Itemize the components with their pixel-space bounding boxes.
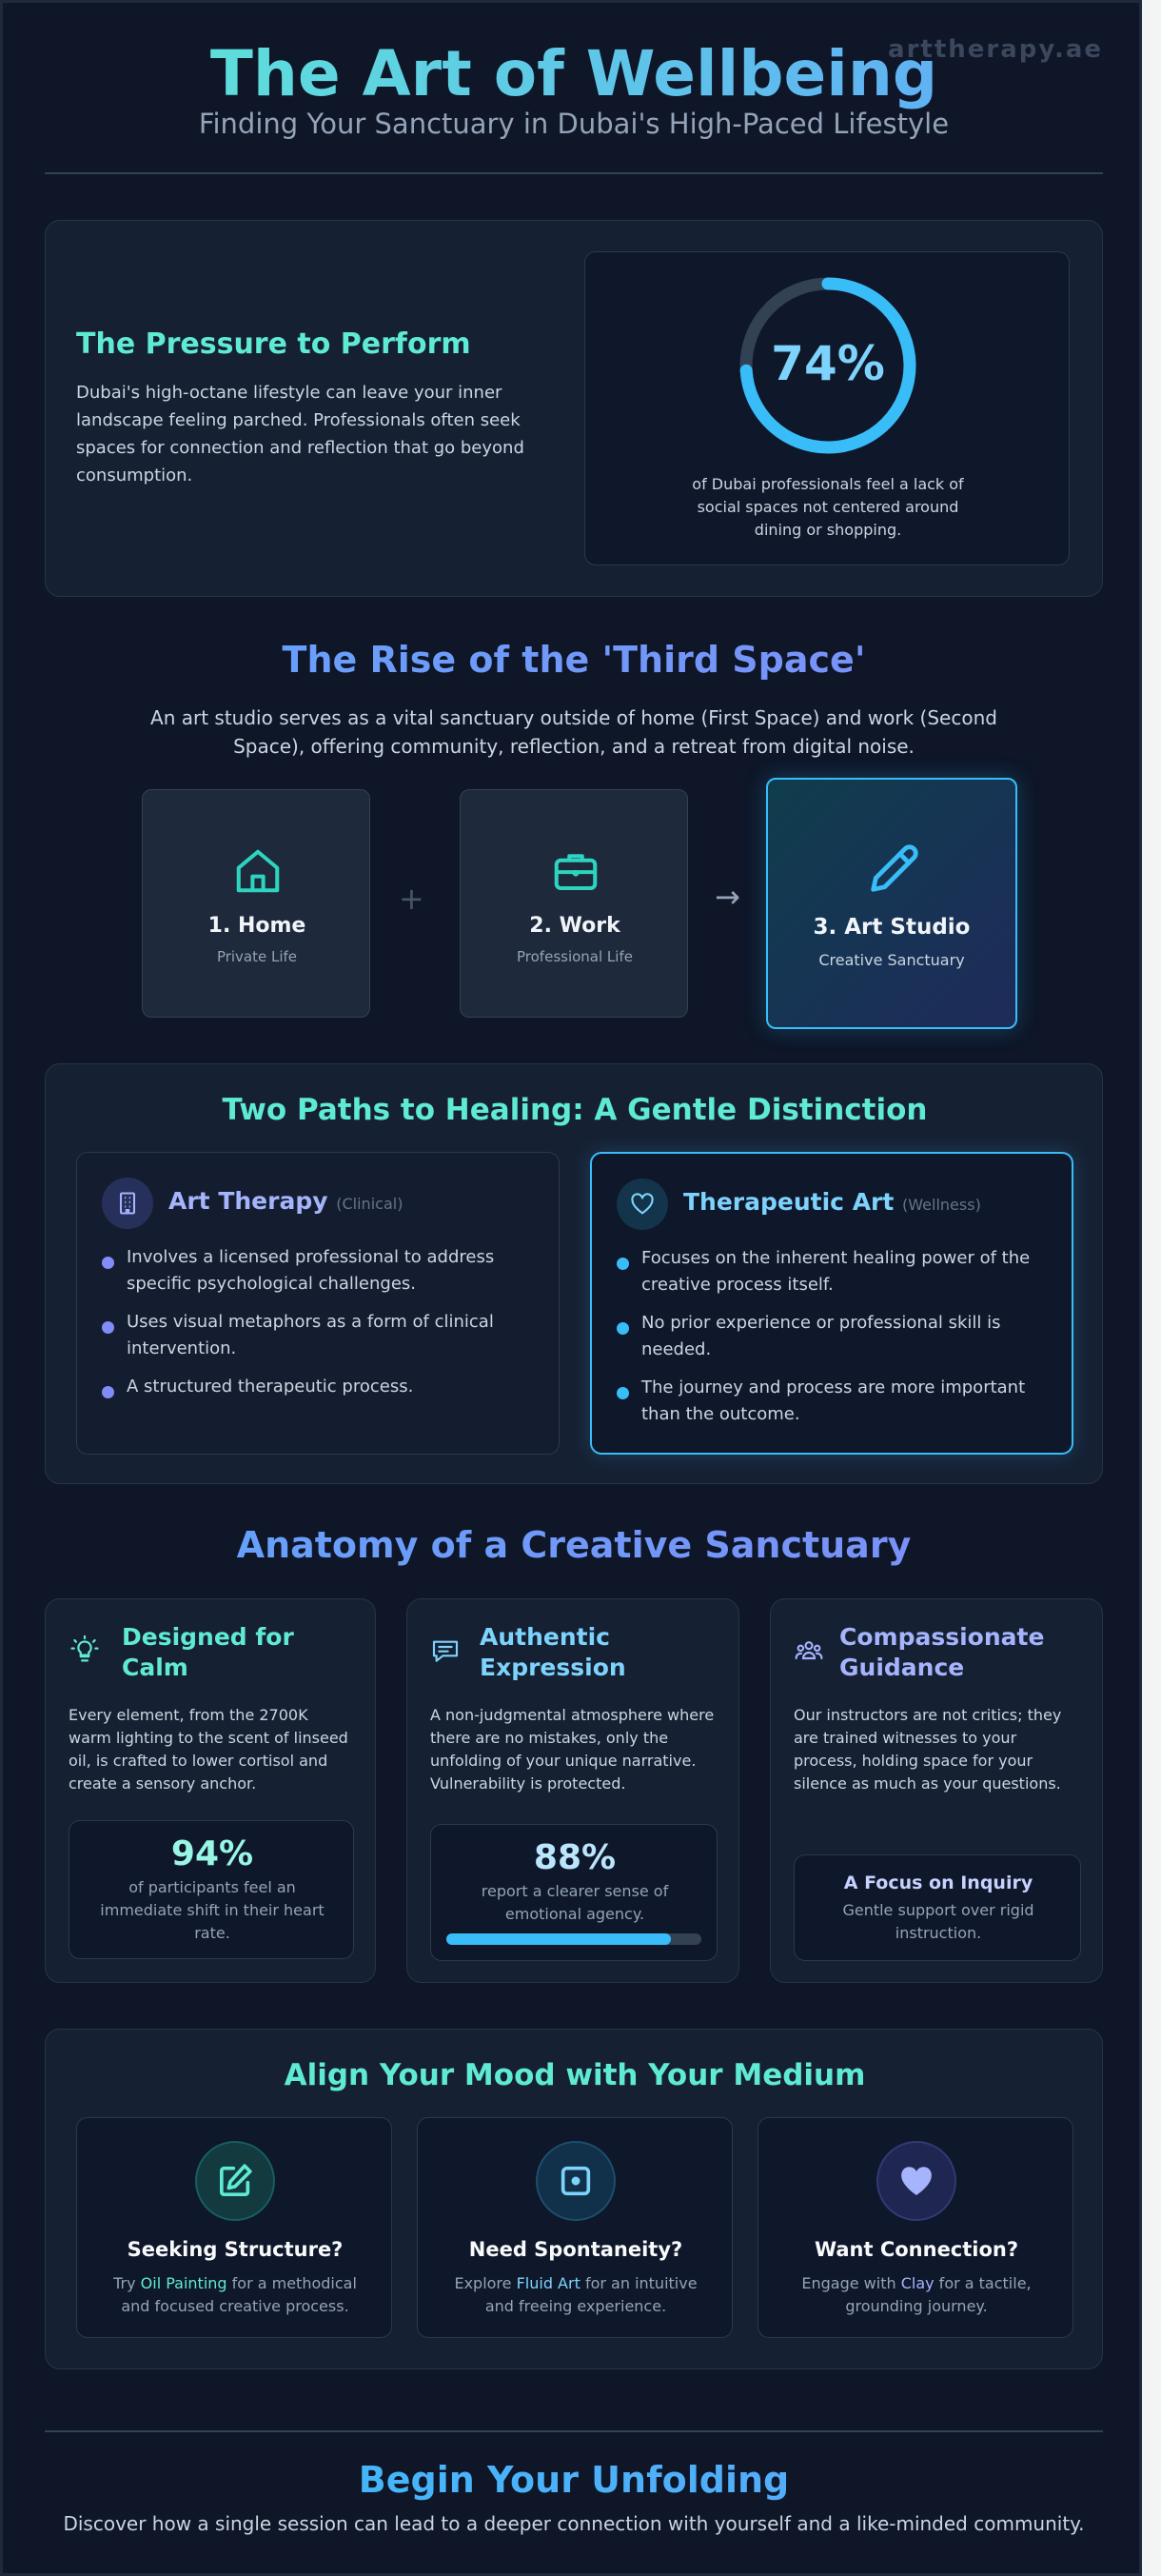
page-title: The Art of Wellbeing	[3, 37, 1142, 110]
stat-box	[430, 1824, 718, 1961]
third-space-body: An art studio serves as a vital sanctuary outside of home (First Space) and work (Second Space), offering community, reflection, and a retreat from digital noise.	[150, 706, 997, 758]
divider	[45, 172, 1103, 174]
anatomy-card-expression	[406, 1598, 739, 1983]
focus-box	[794, 1854, 1081, 1961]
footer-title: Begin Your Unfolding	[3, 2459, 1142, 2501]
bullet-dot	[617, 1322, 629, 1335]
mood-section	[45, 2029, 1103, 2369]
heart-icon-badge	[617, 1179, 668, 1230]
therapeutic-art-title: Therapeutic Art (Wellness)	[683, 1188, 981, 1216]
building-icon-badge	[102, 1178, 153, 1229]
step-label: 1. Home	[207, 914, 306, 938]
pencil-icon	[863, 839, 924, 900]
briefcase-icon	[550, 845, 601, 897]
heart-icon	[629, 1191, 656, 1218]
home-icon	[232, 845, 284, 897]
pressure-heading: The Pressure to Perform	[76, 327, 471, 361]
anatomy-card-guidance	[770, 1598, 1103, 1983]
therapeutic-art-card	[590, 1152, 1073, 1455]
list-item: A structured therapeutic process.	[127, 1377, 414, 1397]
divider	[45, 2430, 1103, 2432]
dice-icon	[557, 2162, 595, 2200]
building-icon	[114, 1190, 141, 1217]
people-icon	[794, 1635, 824, 1666]
dice-icon-badge	[536, 2141, 616, 2221]
bullet-dot	[102, 1257, 114, 1269]
mood-card-text: Try Oil Painting for a methodical and focused creative process.	[113, 2274, 357, 2315]
chat-icon	[430, 1635, 461, 1666]
anatomy-card-calm	[45, 1598, 376, 1983]
focus-title: A Focus on Inquiry	[843, 1873, 1033, 1893]
paths-title: Two Paths to Healing: A Gentle Distinction	[222, 1093, 928, 1127]
progress-track	[446, 1933, 701, 1945]
footer-text: Discover how a single session can lead to a deeper connection with yourself and a like-minded community.	[63, 2512, 1085, 2535]
pressure-body: Dubai's high-octane lifestyle can leave your inner landscape feeling parched. Professionals often seek spaces for connection and reflection that go beyond consumption.	[76, 383, 524, 485]
step-label: 3. Art Studio	[813, 915, 971, 940]
stat-caption: of participants feel an immediate shift in their heart rate.	[100, 1878, 325, 1942]
stat-value: 74%	[771, 336, 885, 391]
step-sub: Private Life	[216, 948, 298, 965]
anatomy-title: Anatomy of a Creative Sanctuary	[3, 1524, 1142, 1566]
medium-name: Clay	[900, 2274, 935, 2292]
step-work	[460, 789, 688, 1018]
plus-symbol: +	[399, 881, 424, 917]
mood-card-structure	[76, 2117, 392, 2338]
stat-ring	[736, 273, 920, 458]
edit-icon-badge	[195, 2141, 275, 2221]
card-title: Designed for Calm	[122, 1623, 294, 1681]
mood-title: Align Your Mood with Your Medium	[284, 2058, 866, 2092]
mood-card-text: Engage with Clay for a tactile, grounding journey.	[801, 2274, 1032, 2315]
step-label: 2. Work	[529, 914, 620, 938]
bullet-dot	[102, 1386, 114, 1398]
mood-card-title: Need Spontaneity?	[468, 2238, 683, 2261]
list-item: The journey and process are more important than the outcome.	[641, 1377, 1026, 1424]
progress-fill	[446, 1933, 671, 1945]
edit-icon	[216, 2162, 254, 2200]
list-item: Uses visual metaphors as a form of clinical intervention.	[127, 1312, 494, 1358]
heart-icon-badge	[876, 2141, 956, 2221]
stat-caption: report a clearer sense of emotional agency.	[481, 1882, 669, 1923]
lightbulb-icon	[69, 1634, 101, 1666]
pressure-section	[45, 220, 1103, 597]
third-space-title: The Rise of the 'Third Space'	[3, 639, 1142, 681]
card-title: Compassionate Guidance	[839, 1623, 1045, 1681]
paths-section	[45, 1063, 1103, 1484]
card-body: Every element, from the 2700K warm lighting to the scent of linseed oil, is crafted to lower cortisol and create a sensory anchor.	[69, 1706, 348, 1793]
card-title: Authentic Expression	[480, 1623, 626, 1681]
mood-card-title: Seeking Structure?	[127, 2238, 344, 2261]
stat-card	[584, 251, 1070, 565]
list-item: No prior experience or professional skill is needed.	[641, 1313, 1001, 1359]
card-body: A non-judgmental atmosphere where there are no mistakes, only the unfolding of your unique narrative. Vulnerability is protected.	[430, 1706, 715, 1793]
stat-value: 94%	[170, 1834, 254, 1873]
step-home	[142, 789, 370, 1018]
list-item: Involves a licensed professional to address specific psychological challenges.	[127, 1247, 495, 1294]
focus-text: Gentle support over rigid instruction.	[842, 1901, 1034, 1942]
mood-card-title: Want Connection?	[814, 2238, 1019, 2261]
bullet-dot	[617, 1387, 629, 1399]
page-subtitle: Finding Your Sanctuary in Dubai's High-Paced Lifestyle	[198, 108, 950, 140]
art-therapy-title: Art Therapy (Clinical)	[168, 1187, 403, 1215]
medium-name: Fluid Art	[516, 2274, 580, 2292]
step-sub: Creative Sanctuary	[818, 951, 965, 969]
step-art-studio	[766, 778, 1017, 1029]
art-therapy-card	[76, 1152, 560, 1455]
mood-card-text: Explore Fluid Art for an intuitive and freeing experience.	[454, 2274, 698, 2315]
card-body: Our instructors are not critics; they are trained witnesses to your process, holding space for your silence as much as your questions.	[794, 1706, 1062, 1793]
mood-card-connection	[758, 2117, 1073, 2338]
mood-card-spontaneity	[417, 2117, 733, 2338]
medium-name: Oil Painting	[140, 2274, 227, 2292]
bullet-dot	[102, 1321, 114, 1334]
stat-value: 88%	[533, 1838, 617, 1877]
step-sub: Professional Life	[517, 948, 633, 965]
bullet-dot	[617, 1258, 629, 1270]
arrow-symbol: →	[715, 879, 740, 915]
list-item: Focuses on the inherent healing power of the creative process itself.	[641, 1248, 1031, 1295]
heart-icon	[897, 2162, 935, 2200]
stat-box	[69, 1820, 354, 1959]
stat-caption: of Dubai professionals feel a lack of social spaces not centered around dining or shopping.	[692, 475, 964, 539]
